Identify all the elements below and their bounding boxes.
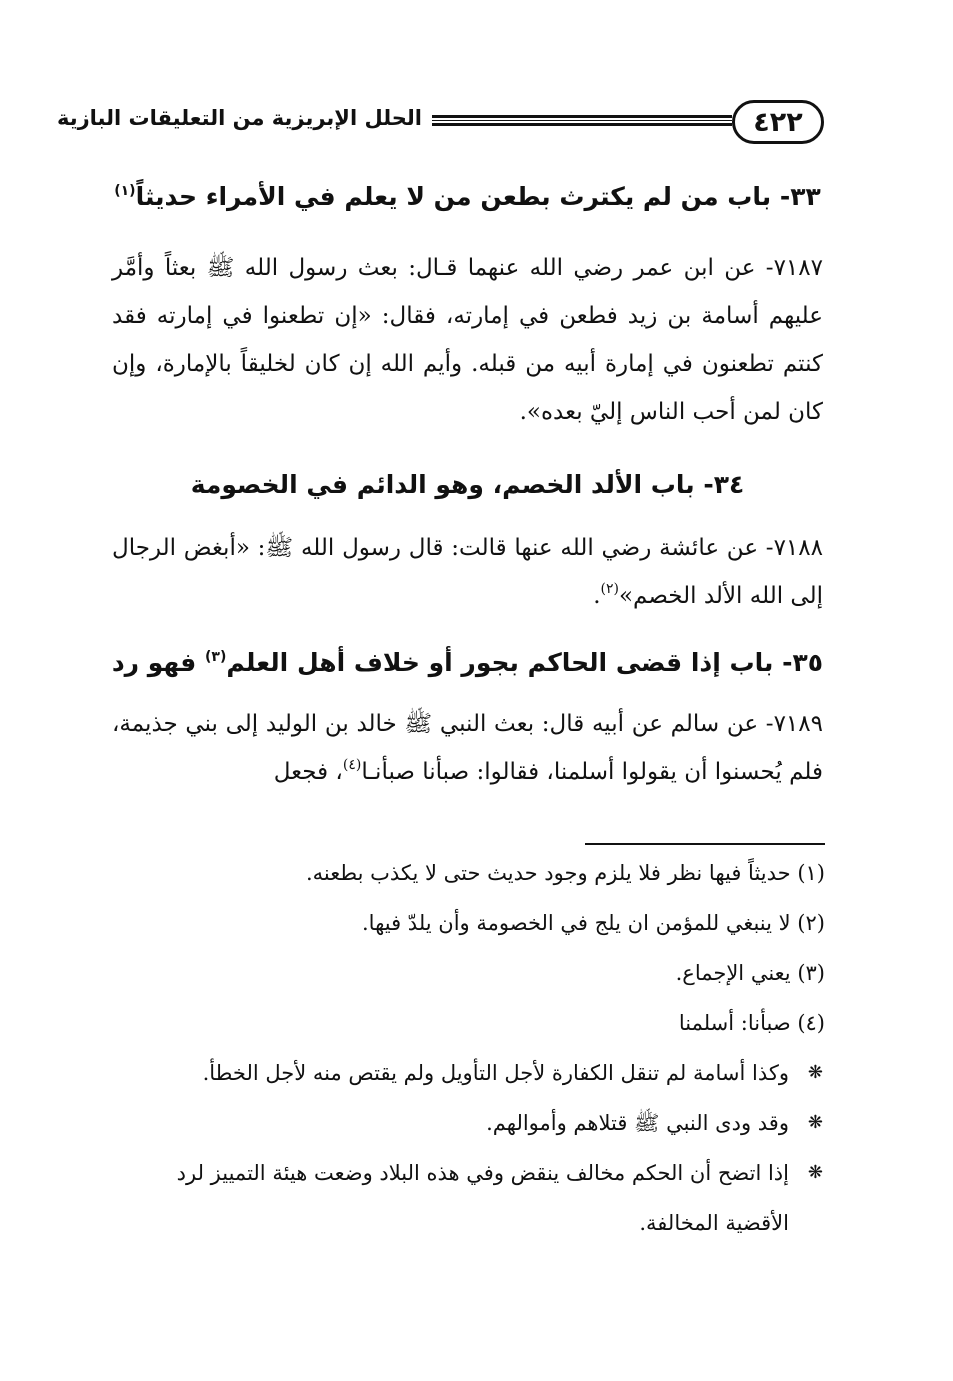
footnote-separator [585, 843, 825, 845]
footnote-1: (١) حديثاً فيها نظر فلا يلزم وجود حديث حتى لا يكذب بطعنه. [305, 861, 825, 885]
chapter-heading-35 [112, 648, 823, 677]
hadith-text: ٧١٨٩- عن سالم عن أبيه قال: بعث النبي ﷺ خالد بن الوليد إلى بني جذيمة، فلم يُحسنوا أن يقولوا أسلمنا، فقالوا: صبأنا صبأنـا [112, 711, 823, 785]
hadith-text-end: . [593, 583, 601, 609]
footnotes [112, 848, 825, 1248]
chapter-heading-34 [112, 470, 823, 499]
hadith-text: ٧١٨٨- عن عائشة رضي الله عنها قالت: قال رسول الله ﷺ: «أبغض الرجال إلى الله الألد الخصم» [112, 535, 823, 609]
footnote-ref: (٤) [342, 757, 362, 773]
commentary-note-1: ❋ وكذا أسامة لم تنقل الكفارة لأجل التأويل ولم يقتص منه لأجل الخطأ. [112, 1048, 825, 1098]
commentary-note-2: ❋ وقد ودى النبي ﷺ قتلاهم وأموالهم. [112, 1098, 825, 1148]
footnote-4: (٤) صبأنا: أسلمنا [678, 1011, 825, 1035]
hadith-7187: ٧١٨٧- عن ابن عمر رضي الله عنهما قـال: بعث رسول الله ﷺ بعثاً وأمَّر عليهم أسامة بن زيد فطعن في إمارته، فقال: «إن تطعنوا في إمارته فقد كنتم تطعنون في إمارة أبيه من قبله. وأيم الله إن كان لخليقاً بالإمارة، وإن كان لمن أحب الناس إليّ بعده». [112, 255, 823, 425]
chapter-heading-33 [112, 182, 823, 211]
header-rule-inner [432, 120, 732, 121]
page-header [56, 96, 824, 156]
chapter-heading-text-end: فهو رد [111, 648, 206, 677]
book-title: الحلل الإبريزية من التعليقات البازية [56, 106, 422, 130]
footnote-ref: (١) [114, 183, 136, 199]
chapter-heading-text: ٣٤- باب الألد الخصم، وهو الدائم في الخصومة [190, 470, 745, 499]
footnote-ref: (٢) [600, 581, 619, 597]
chapter-heading-text: ٣٥- باب إذا قضى الحاكم بجور أو خلاف أهل العلم [226, 648, 823, 677]
footnote-3: (٣) يعني الإجماع. [675, 961, 825, 985]
footnote-ref: (٣) [205, 649, 227, 665]
footnote-2: (٢) لا ينبغي للمؤمن ان يلج في الخصومة وأن يلدّ فيها. [362, 911, 825, 935]
chapter-heading-text: ٣٣- باب من لم يكترث بطعن من لا يعلم في الأمراء حديثاً [135, 182, 821, 211]
hadith-text-end: ، فجعل [273, 759, 343, 785]
page-number: ٤٢٢ [732, 100, 824, 144]
hadith-7188 [112, 524, 823, 620]
hadith-7189 [112, 700, 823, 796]
commentary-note-3: ❋ إذا اتضح أن الحكم مخالف ينقض وفي هذه البلاد وضعت هيئة التمييز لرد الأقضية المخالفة. [112, 1148, 825, 1248]
